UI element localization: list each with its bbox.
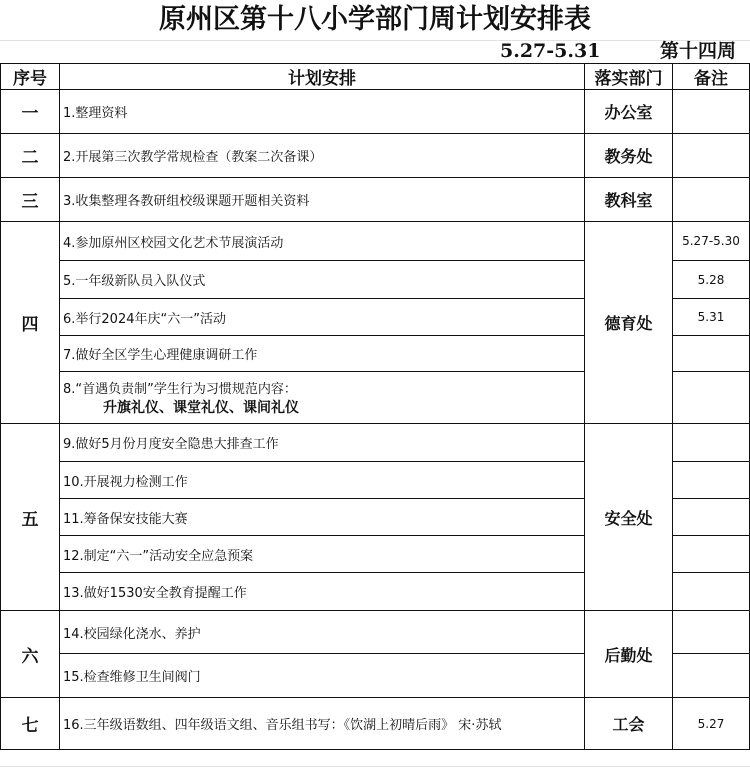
note-cell[interactable] [673,654,750,698]
plan-cell[interactable] [60,698,585,750]
plan-text: 13.做好1530安全教育提醒工作 [63,586,247,601]
plan-cell[interactable] [60,536,585,573]
plan-cell[interactable] [60,336,585,372]
plan-text: 4.参加原州区校园文化艺术节展演活动 [63,235,284,251]
note-cell[interactable] [673,462,750,499]
dept-cell[interactable]: 德育处 [585,222,673,424]
plan-text: 11.筹备保安技能大赛 [63,511,188,527]
plan-cell[interactable] [60,222,585,261]
plan-cell[interactable] [60,424,585,462]
plan-text: 16.三年级语数组、四年级语文组、音乐组书写：《饮湖上初晴后雨》 宋·苏轼 [63,718,502,733]
header-plan: 计划安排 [60,64,585,90]
dept-cell[interactable]: 教务处 [585,134,673,178]
note-cell[interactable]: 5.27-5.30 [673,222,750,261]
plan-cell[interactable] [60,462,585,499]
note-cell[interactable] [673,536,750,573]
plan-text: 10.开展视力检测工作 [63,474,188,490]
note-cell[interactable]: 5.28 [673,261,750,299]
table-row [1,611,750,654]
plan-table [0,63,750,750]
plan-text: 7.做好全区学生心理健康调研工作 [63,348,258,363]
plan-text: 5.一年级新队员入队仪式 [63,274,206,289]
table-row [1,90,750,134]
note-cell[interactable] [673,90,750,134]
plan-text: 3.收集整理各教研组校级课题开题相关资料 [63,194,310,209]
plan-cell[interactable] [60,90,585,134]
plan-text: 6.举行2024年庆“六一”活动 [63,311,226,327]
dept-cell[interactable]: 教科室 [585,178,673,222]
plan-text-detail: 升旗礼仪、课堂礼仪、课间礼仪 [103,400,299,416]
plan-text: 2.开展第三次教学常规检查（教案二次备课） [63,150,323,165]
table-row [1,698,750,750]
note-cell[interactable]: 5.27 [673,698,750,750]
header-dept: 落实部门 [585,64,673,90]
seq-cell[interactable]: 三 [1,178,60,222]
dept-cell[interactable]: 安全处 [585,424,673,611]
table-row [1,134,750,178]
note-cell[interactable] [673,336,750,372]
table-row [1,222,750,261]
plan-cell[interactable] [60,372,585,424]
page-title: 原州区第十八小学部门周计划安排表 [159,4,591,35]
seq-cell[interactable]: 一 [1,90,60,134]
plan-cell[interactable] [60,499,585,536]
plan-cell[interactable] [60,261,585,299]
dept-cell[interactable]: 后勤处 [585,611,673,698]
plan-cell[interactable] [60,178,585,222]
plan-cell[interactable] [60,573,585,611]
header-note: 备注 [673,64,750,90]
plan-text: 14.校园绿化浇水、养护 [63,626,201,642]
week-label: 第十四周 [660,40,737,62]
table-row [1,424,750,462]
note-cell[interactable] [673,611,750,654]
note-cell[interactable] [673,134,750,178]
header-row [1,64,750,90]
note-cell[interactable] [673,424,750,462]
note-cell[interactable] [673,178,750,222]
header-seq: 序号 [1,64,60,90]
seq-cell[interactable]: 六 [1,611,60,698]
plan-text: 9.做好5月份月度安全隐患大排查工作 [63,437,279,452]
plan-cell[interactable] [60,134,585,178]
dept-cell[interactable]: 工会 [585,698,673,750]
empty-row [0,766,750,784]
seq-cell[interactable]: 二 [1,134,60,178]
gridline [0,40,750,41]
plan-cell[interactable] [60,611,585,654]
date-range: 5.27-5.31 [500,40,601,62]
seq-cell[interactable]: 七 [1,698,60,750]
plan-text: 1.整理资料 [63,106,128,121]
seq-cell[interactable]: 五 [1,424,60,611]
plan-text: 8.“首遇负责制”学生行为习惯规范内容： [63,382,297,397]
plan-cell[interactable] [60,654,585,698]
note-cell[interactable] [673,372,750,424]
seq-cell[interactable]: 四 [1,222,60,424]
note-cell[interactable] [673,499,750,536]
note-cell[interactable]: 5.31 [673,299,750,336]
plan-text: 15.检查维修卫生间阀门 [63,670,201,685]
dept-cell[interactable]: 办公室 [585,90,673,134]
note-cell[interactable] [673,573,750,611]
table-row [1,178,750,222]
plan-cell[interactable] [60,299,585,336]
plan-text: 12.制定“六一”活动安全应急预案 [63,548,254,564]
